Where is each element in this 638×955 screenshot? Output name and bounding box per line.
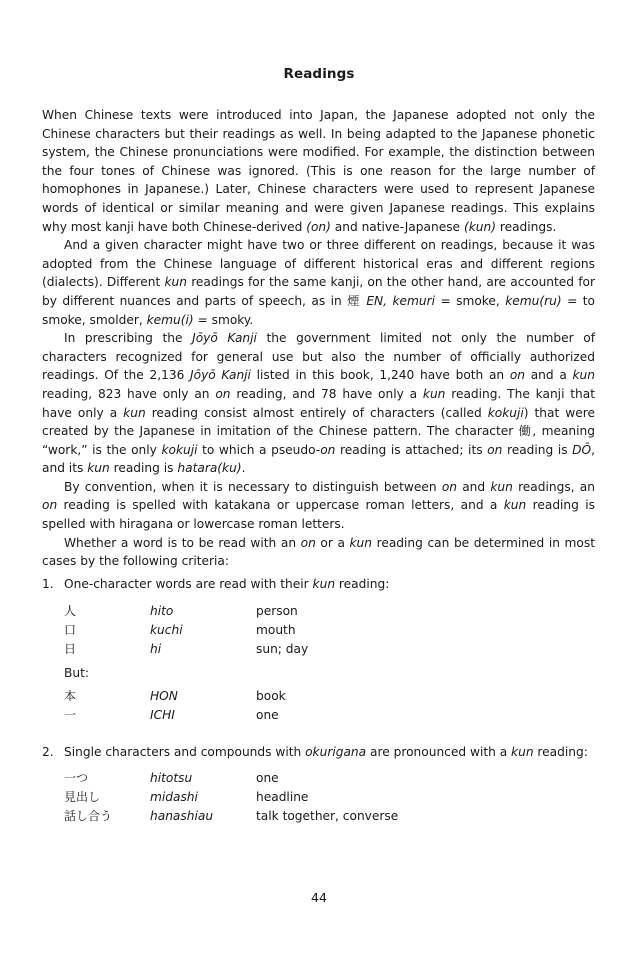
paragraph-joyo-kanji: In prescribing the Jōyō Kanji the government limited not only the number of characters recognized for general use but also the number of officially authorized readings. Of the 2,136 Jōyō Kanji listed in this book, 1,240 have both an on and a kun reading, 823 have only an on reading, and 78 have only a kun reading. The kanji that have only a kun reading consist almost entirely of characters (called kokuji) that were created by the Japanese in imitation of the Chinese pattern. The character 働, meaning “work,” is the only kokuji to which a pseudo-on reading is attached; its on reading is DŌ, and its kun reading is hatara(ku). (42, 331, 596, 476)
paragraph-criteria: Whether a word is to be read with an on or a kun reading can be determined in most cases by the following criteria: (42, 535, 596, 569)
list-item-1-heading: 1. One-character words are read with their kun reading: (42, 577, 390, 591)
but-label: But: (64, 666, 89, 680)
body-text (42, 106, 595, 571)
paragraph-readings-variety: And a given character might have two or three different on readings, because it was adopted from the Chinese language of different historical eras and different regions (dialects). Different kun readings for the same kanji, on the other hand, are accounted for by different nuances and parts of speech, as in 煙 EN, kemuri = smoke, kemu(ru) = to smoke, smolder, kemu(i) = smoky. (42, 238, 595, 327)
page-title: Readings (283, 66, 355, 82)
page-number: 44 (311, 890, 327, 905)
paragraph-intro: When Chinese texts were introduced into Japan, the Japanese adopted not only the Chinese characters but their readings as well. In being adapted to the Japanese phonetic system, the Chinese pronunciations were modified. For example, the distinction between the four tones of Chinese was ignored. (This is one reason for the large number of homophones in Japanese.) Later, Chinese characters were used to represent Japanese words of identical or similar meaning and were given Japanese readings. This explains why most kanji have both Chinese-derived (on) and native-Japanese (kun) readings. (42, 108, 595, 234)
list-item-2-heading: 2. Single characters and compounds with okurigana are pronounced with a kun reading: (42, 745, 588, 759)
paragraph-convention: By convention, when it is necessary to distinguish between on and kun readings, an on reading is spelled with katakana or uppercase roman letters, and a kun reading is spelled with hiragana or lowercase roman letters. (42, 479, 595, 532)
